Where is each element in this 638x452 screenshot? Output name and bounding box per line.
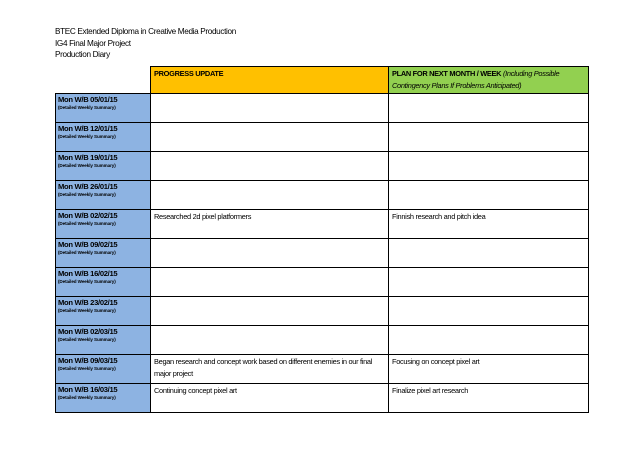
week-label: Mon W/B 26/01/15 — [58, 182, 118, 191]
progress-cell[interactable] — [151, 239, 389, 268]
plan-cell[interactable] — [389, 268, 589, 297]
plan-cell[interactable]: Focusing on concept pixel art — [389, 355, 589, 384]
table-row — [56, 152, 589, 181]
week-cell — [56, 355, 151, 384]
blank-corner-cell — [56, 67, 151, 94]
table-row — [56, 123, 589, 152]
week-label: Mon W/B 16/03/15 — [58, 385, 118, 394]
table-row — [56, 384, 589, 413]
week-summary-label: (Detailed Weekly Summary) — [58, 337, 116, 342]
table-row — [56, 326, 589, 355]
table-row — [56, 210, 589, 239]
plan-next-header — [389, 67, 589, 94]
plan-header-note: (Including Possible Contingency Plans If Problems Anticipated) — [392, 69, 560, 90]
plan-cell[interactable] — [389, 123, 589, 152]
plan-cell[interactable] — [389, 94, 589, 123]
progress-cell[interactable] — [151, 268, 389, 297]
week-cell — [56, 181, 151, 210]
week-label: Mon W/B 05/01/15 — [58, 95, 118, 104]
table-row — [56, 94, 589, 123]
week-summary-label: (Detailed Weekly Summary) — [58, 134, 116, 139]
diary-title: Production Diary — [55, 50, 110, 59]
production-diary-table — [55, 66, 589, 413]
week-cell — [56, 123, 151, 152]
week-cell — [56, 152, 151, 181]
week-summary-label: (Detailed Weekly Summary) — [58, 366, 116, 371]
week-label: Mon W/B 19/01/15 — [58, 153, 118, 162]
plan-cell[interactable]: Finnish research and pitch idea — [389, 210, 589, 239]
table-row — [56, 268, 589, 297]
week-cell — [56, 384, 151, 413]
week-label: Mon W/B 09/02/15 — [58, 240, 118, 249]
progress-cell[interactable] — [151, 123, 389, 152]
plan-header-label: PLAN FOR NEXT MONTH / WEEK — [392, 69, 502, 78]
project-title: IG4 Final Major Project — [55, 38, 131, 48]
week-cell — [56, 94, 151, 123]
plan-cell[interactable]: Finalize pixel art research — [389, 384, 589, 413]
progress-cell[interactable]: Began research and concept work based on different enemies in our final major project — [151, 355, 389, 384]
plan-cell[interactable] — [389, 152, 589, 181]
week-label: Mon W/B 16/02/15 — [58, 269, 118, 278]
progress-cell[interactable] — [151, 152, 389, 181]
plan-cell[interactable] — [389, 239, 589, 268]
plan-cell[interactable] — [389, 326, 589, 355]
progress-update-header: PROGRESS UPDATE — [151, 67, 389, 94]
week-summary-label: (Detailed Weekly Summary) — [58, 279, 116, 284]
progress-cell[interactable] — [151, 326, 389, 355]
week-cell — [56, 210, 151, 239]
week-cell — [56, 326, 151, 355]
week-summary-label: (Detailed Weekly Summary) — [58, 192, 116, 197]
week-summary-label: (Detailed Weekly Summary) — [58, 163, 116, 168]
week-summary-label: (Detailed Weekly Summary) — [58, 395, 116, 400]
plan-cell[interactable] — [389, 297, 589, 326]
week-summary-label: (Detailed Weekly Summary) — [58, 308, 116, 313]
table-row — [56, 239, 589, 268]
week-cell — [56, 268, 151, 297]
week-cell — [56, 297, 151, 326]
week-label: Mon W/B 02/03/15 — [58, 327, 118, 336]
table-row — [56, 297, 589, 326]
week-summary-label: (Detailed Weekly Summary) — [58, 105, 116, 110]
progress-cell[interactable] — [151, 297, 389, 326]
week-summary-label: (Detailed Weekly Summary) — [58, 250, 116, 255]
progress-cell[interactable]: Researched 2d pixel platformers — [151, 210, 389, 239]
table-header-row — [56, 67, 589, 94]
progress-cell[interactable] — [151, 94, 389, 123]
week-label: Mon W/B 12/01/15 — [58, 124, 118, 133]
plan-cell[interactable] — [389, 181, 589, 210]
progress-cell[interactable]: Continuing concept pixel art — [151, 384, 389, 413]
course-title: BTEC Extended Diploma in Creative Media Production — [55, 27, 236, 36]
table-row — [56, 181, 589, 210]
document-header — [55, 26, 236, 61]
week-cell — [56, 239, 151, 268]
week-label: Mon W/B 02/02/15 — [58, 211, 118, 220]
week-label: Mon W/B 09/03/15 — [58, 356, 118, 365]
week-summary-label: (Detailed Weekly Summary) — [58, 221, 116, 226]
table-row — [56, 355, 589, 384]
progress-cell[interactable] — [151, 181, 389, 210]
week-label: Mon W/B 23/02/15 — [58, 298, 118, 307]
